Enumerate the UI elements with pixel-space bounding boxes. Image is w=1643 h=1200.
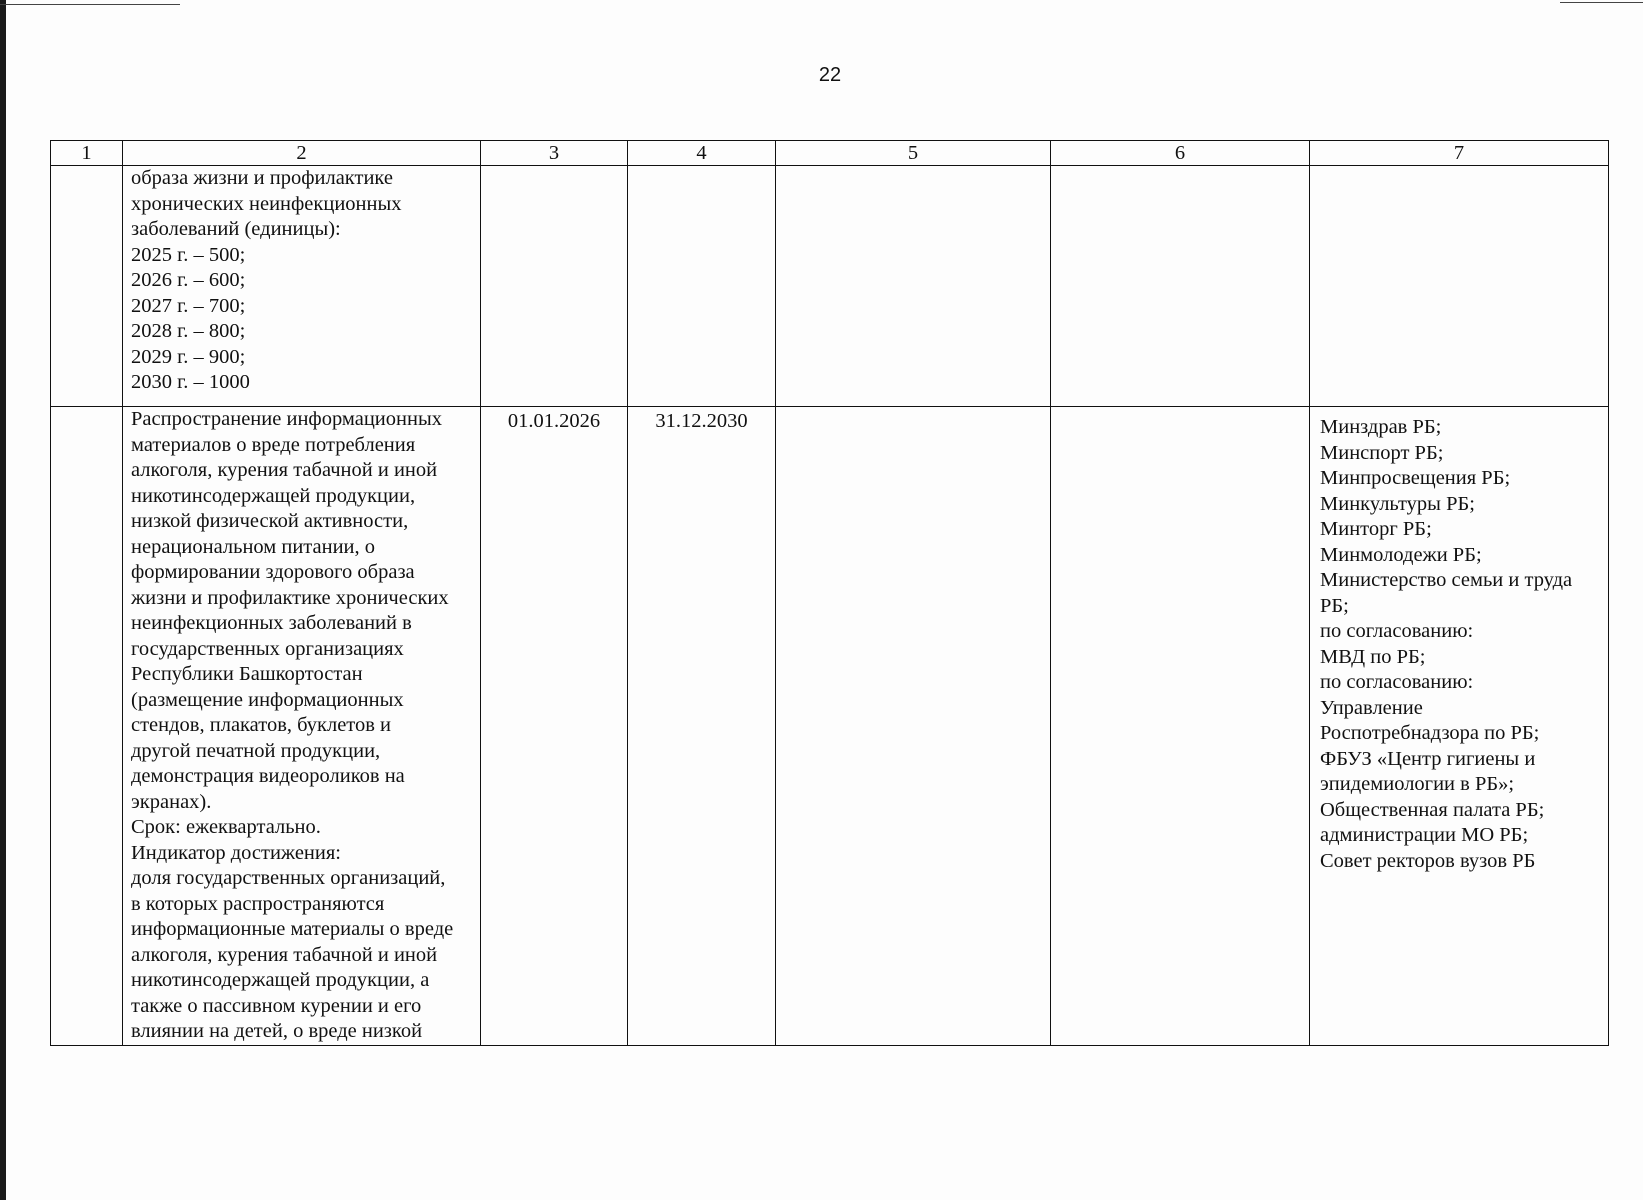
text-line: 2027 г. – 700; xyxy=(131,294,246,317)
text-line: Минмолодежи РБ; xyxy=(1320,543,1482,566)
text-line: МВД по РБ; xyxy=(1320,645,1426,668)
text-line: 2028 г. – 800; xyxy=(131,320,246,342)
table-row xyxy=(51,407,1609,1046)
scan-left-edge xyxy=(0,0,6,1200)
table-cell-executors xyxy=(1310,407,1609,1046)
table-cell-description xyxy=(123,407,481,1046)
text-line: (размещение информационных xyxy=(131,688,404,711)
text-line: формировании здорового образа xyxy=(131,561,415,583)
text-line: демонстрация видеороликов на xyxy=(131,765,405,787)
text-line: доля государственных организаций, xyxy=(131,867,446,889)
text-line: материалов о вреде потребления xyxy=(131,433,416,456)
document-table xyxy=(50,140,1609,1046)
column-header: 5 xyxy=(776,141,1051,166)
column-header: 2 xyxy=(123,141,481,166)
text-line: Минспорт РБ; xyxy=(1320,441,1444,464)
table-cell-col5 xyxy=(776,407,1051,1046)
table-cell-col6 xyxy=(1051,166,1310,407)
text-line: нерациональном питании, о xyxy=(131,535,376,558)
text-line: РБ; xyxy=(1320,594,1349,617)
text-line: информационные материалы о вреде xyxy=(131,918,454,940)
text-line: заболеваний (единицы): xyxy=(131,218,341,240)
page-number: 22 xyxy=(818,64,842,86)
text-line: низкой физической активности, xyxy=(131,510,409,532)
text-line: государственных организациях xyxy=(131,637,404,660)
text-line: Управление xyxy=(1320,696,1423,719)
text-line: Индикатор достижения: xyxy=(131,841,341,864)
text-line: другой печатной продукции, xyxy=(131,739,381,762)
text-line: в которых распространяются xyxy=(131,892,385,915)
text-line: Минздрав РБ; xyxy=(1320,416,1442,438)
text-line: Срок: ежеквартально. xyxy=(131,816,321,838)
scan-top-rule-right xyxy=(1560,2,1643,3)
column-header: 4 xyxy=(628,141,776,166)
table-cell-end-date xyxy=(628,166,776,407)
table-cell-start-date xyxy=(481,166,628,407)
table-cell-col6 xyxy=(1051,407,1310,1046)
text-line: Совет ректоров вузов РБ xyxy=(1320,849,1536,872)
text-line: влиянии на детей, о вреде низкой xyxy=(131,1020,423,1042)
text-line: экранах). xyxy=(131,790,212,813)
text-line: алкоголя, курения табачной и иной xyxy=(131,459,438,481)
text-line: Роспотребнадзора по РБ; xyxy=(1320,722,1540,744)
text-line: по согласованию: xyxy=(1320,671,1474,693)
text-line: также о пассивном курении и его xyxy=(131,994,422,1017)
text-line: Министерство семьи и труда xyxy=(1320,569,1573,591)
text-line: по согласованию: xyxy=(1320,620,1474,642)
text-line: неинфекционных заболеваний в xyxy=(131,612,412,634)
table-row xyxy=(51,166,1609,407)
text-line: Общественная палата РБ; xyxy=(1320,798,1545,821)
column-header: 3 xyxy=(481,141,628,166)
table-header-row xyxy=(51,141,1609,166)
column-header: 6 xyxy=(1051,141,1310,166)
text-line: 2026 г. – 600; xyxy=(131,269,246,291)
text-line: никотинсодержащей продукции, а xyxy=(131,969,430,991)
table-cell-start-date: 01.01.2026 xyxy=(481,407,628,1046)
text-line: 2029 г. – 900; xyxy=(131,345,246,368)
table-cell-col5 xyxy=(776,166,1051,407)
text-line: ФБУЗ «Центр гигиены и xyxy=(1320,747,1536,770)
text-line: хронических неинфекционных xyxy=(131,192,402,215)
table-cell-number xyxy=(51,407,123,1046)
text-line: алкоголя, курения табачной и иной xyxy=(131,943,438,966)
column-header: 7 xyxy=(1310,141,1609,166)
table-cell-end-date: 31.12.2030 xyxy=(628,407,776,1046)
text-line: 2030 г. – 1000 xyxy=(131,371,250,393)
text-line: Распространение информационных xyxy=(131,408,442,430)
table-cell-executors xyxy=(1310,166,1609,407)
text-line: стендов, плакатов, буклетов и xyxy=(131,714,392,736)
text-line: Минторг РБ; xyxy=(1320,518,1432,540)
column-header: 1 xyxy=(51,141,123,166)
text-line: Минпросвещения РБ; xyxy=(1320,467,1511,489)
text-line: никотинсодержащей продукции, xyxy=(131,484,416,507)
text-line: жизни и профилактике хронических xyxy=(131,586,449,609)
text-line: образа жизни и профилактике xyxy=(131,167,393,189)
text-line: 2025 г. – 500; xyxy=(131,243,246,266)
table-cell-number xyxy=(51,166,123,407)
text-line: Республики Башкортостан xyxy=(131,663,363,685)
text-line: администрации МО РБ; xyxy=(1320,824,1529,846)
text-line: эпидемиологии в РБ»; xyxy=(1320,773,1515,795)
text-line: Минкультуры РБ; xyxy=(1320,492,1475,515)
scan-top-rule-left xyxy=(0,4,180,5)
table-cell-description xyxy=(123,166,481,407)
